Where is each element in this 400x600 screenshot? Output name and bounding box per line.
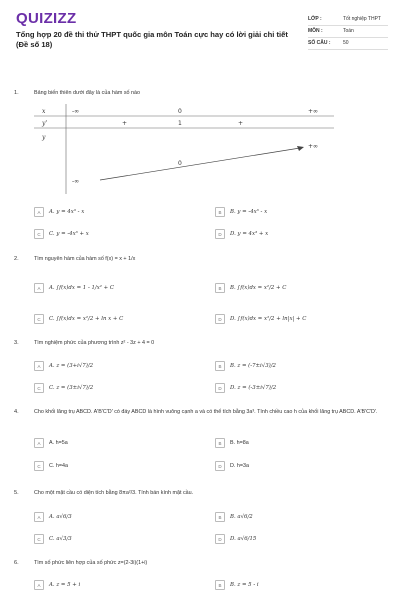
question-number: 1.	[14, 90, 19, 96]
worksheet-meta	[308, 14, 388, 50]
worksheet-header	[0, 0, 400, 80]
option-text: D. y = 4x³ + x	[230, 231, 269, 237]
table-sign: +	[122, 120, 128, 127]
question-text: Cho một mặt cầu có diện tích bằng 8πa²/3. Tính bán kính mặt cầu.	[34, 490, 194, 496]
option-text: B. z = (-7±i√3)/2	[230, 363, 276, 369]
option-text: A. a√6/3	[49, 514, 72, 520]
option-text: B. a√6/2	[230, 514, 253, 520]
table-sign: 1	[178, 120, 182, 127]
question-number: 6.	[14, 560, 19, 566]
meta-value: Tốt nghiệp THPT	[343, 16, 381, 22]
table-y-value: 0	[178, 160, 182, 167]
question-number: 5.	[14, 490, 19, 496]
table-y-value: +∞	[308, 143, 319, 150]
option-d[interactable]	[215, 229, 268, 239]
option-c[interactable]	[34, 461, 68, 471]
option-letter: C	[34, 314, 44, 324]
option-d[interactable]	[215, 534, 256, 544]
option-letter: C	[34, 461, 44, 471]
option-a[interactable]	[34, 207, 84, 217]
option-a[interactable]	[34, 438, 68, 448]
arrow-head-icon	[297, 146, 304, 151]
variation-table	[34, 104, 334, 194]
table-yprime-label: y'	[42, 120, 48, 127]
option-d[interactable]	[215, 383, 276, 393]
option-text: D. a√6/15	[230, 536, 257, 542]
meta-value: 50	[343, 40, 349, 46]
option-text: A. y = 4x³ - x	[49, 209, 85, 215]
option-b[interactable]	[215, 438, 249, 448]
question-text: Tìm nguyên hàm của hàm số f(x) = x + 1/x	[34, 256, 136, 262]
option-b[interactable]	[215, 283, 286, 293]
option-b[interactable]	[215, 207, 267, 217]
option-c[interactable]	[34, 314, 123, 324]
option-a[interactable]	[34, 283, 114, 293]
option-text: C. a√3/3	[49, 536, 72, 542]
option-c[interactable]	[34, 534, 72, 544]
option-b[interactable]	[215, 361, 276, 371]
option-letter: C	[34, 383, 44, 393]
option-letter: D	[215, 229, 225, 239]
option-a[interactable]	[34, 580, 80, 590]
option-letter: A	[34, 580, 44, 590]
option-letter: D	[215, 383, 225, 393]
table-x-value: 0	[178, 108, 182, 115]
option-letter: A	[34, 438, 44, 448]
worksheet-title: Tổng hợp 20 đề thi thử THPT quốc gia môn Toán cực hay có lời giải chi tiết (Đề số 18)	[16, 30, 288, 49]
option-text: C. h=4a	[49, 463, 69, 469]
table-y-value: -∞	[72, 178, 80, 185]
option-a[interactable]	[34, 512, 72, 522]
option-letter: A	[34, 361, 44, 371]
option-d[interactable]	[215, 461, 249, 471]
meta-row-class	[308, 14, 388, 26]
option-text: A. h=5a	[49, 440, 68, 446]
option-text: A. ∫f(x)dx = 1 - 1/x² + C	[49, 285, 114, 291]
option-letter: B	[215, 207, 225, 217]
question-text: Tìm số phức liên hợp của số phức z=(2-3i)(1+i)	[34, 560, 148, 566]
question-text: Tìm nghiệm phức của phương trình z² - 3z + 4 = 0	[34, 340, 155, 346]
table-sign: +	[238, 120, 244, 127]
option-d[interactable]	[215, 314, 306, 324]
option-text: A. z = (3+i√7)/2	[49, 363, 94, 369]
question-text: Cho khối lăng trụ ABCD. A'B'C'D' có đáy ABCD là hình vuông cạnh a và có thể tích bằng 3a³. Tính chiều cao h của khối lăng trụ ABCD. A'B'C'D'.	[34, 409, 378, 415]
quizizz-logo: QUIZIZZ	[16, 10, 77, 27]
option-b[interactable]	[215, 580, 259, 590]
meta-value: Toán	[343, 28, 354, 34]
option-text: C. y = -4x³ + x	[49, 231, 89, 237]
option-letter: B	[215, 580, 225, 590]
increasing-arrow	[100, 148, 300, 180]
option-text: B. y = -4x³ - x	[230, 209, 268, 215]
option-letter: B	[215, 512, 225, 522]
option-text: C. z = (3±i√7)/2	[49, 385, 94, 391]
option-text: D. h=3a	[230, 463, 250, 469]
option-text: B. h=8a	[230, 440, 249, 446]
option-letter: B	[215, 283, 225, 293]
question-number: 2.	[14, 256, 19, 262]
option-letter: D	[215, 534, 225, 544]
option-letter: A	[34, 512, 44, 522]
option-letter: B	[215, 361, 225, 371]
table-x-value: -∞	[72, 108, 80, 115]
question-number: 3.	[14, 340, 19, 346]
option-text: D. z = (-3±i√7)/2	[230, 385, 277, 391]
table-x-value: +∞	[308, 108, 319, 115]
option-letter: C	[34, 229, 44, 239]
option-letter: B	[215, 438, 225, 448]
option-c[interactable]	[34, 383, 93, 393]
option-text: A. z = 5 + i	[49, 582, 81, 588]
option-b[interactable]	[215, 512, 253, 522]
option-letter: D	[215, 314, 225, 324]
option-letter: A	[34, 207, 44, 217]
option-text: D. ∫f(x)dx = x²/2 + ln|x| + C	[230, 316, 307, 322]
option-a[interactable]	[34, 361, 93, 371]
option-text: B. ∫f(x)dx = x²/2 + C	[230, 285, 287, 291]
meta-key: SỐ CÂU :	[308, 40, 331, 46]
option-letter: D	[215, 461, 225, 471]
meta-row-count	[308, 38, 388, 50]
question-text: Bảng biến thiên dưới đây là của hàm số nào	[34, 90, 141, 96]
meta-key: MÔN :	[308, 28, 323, 34]
meta-key: LỚP :	[308, 16, 322, 22]
option-letter: A	[34, 283, 44, 293]
option-letter: C	[34, 534, 44, 544]
meta-row-subject	[308, 26, 388, 38]
question-number: 4.	[14, 409, 19, 415]
table-x-label: x	[42, 108, 46, 115]
table-y-label: y	[42, 134, 46, 141]
option-text: B. z = 5 - i	[230, 582, 259, 588]
option-c[interactable]	[34, 229, 89, 239]
option-text: C. ∫f(x)dx = x²/2 + ln x + C	[49, 316, 124, 322]
